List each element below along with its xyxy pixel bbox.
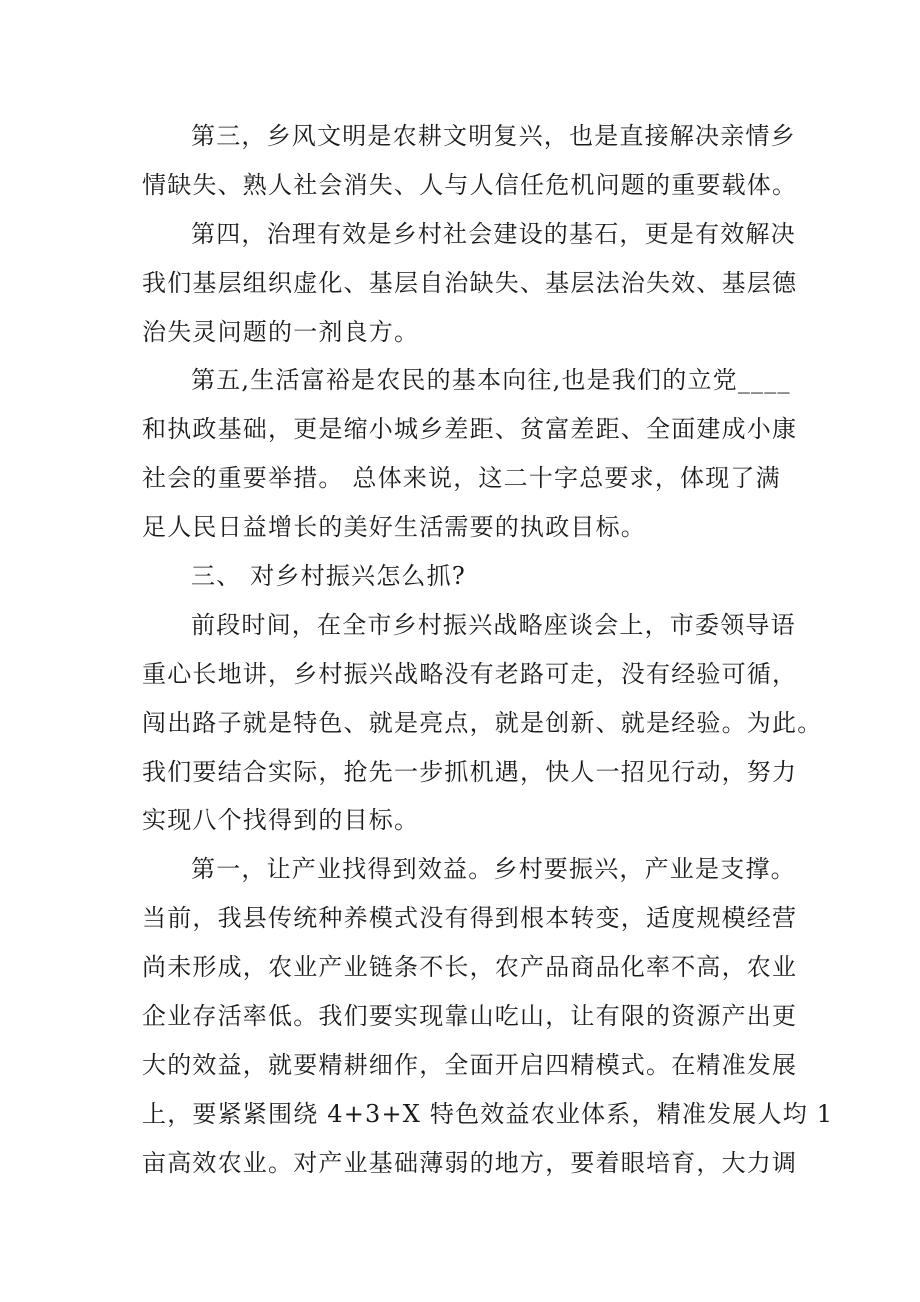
text-line: 闯出路子就是特色、就是亮点，就是创新、就是经验。为此。	[142, 708, 823, 737]
text-line: 当前，我县传统种养模式没有得到根本转变，适度规模经营	[142, 904, 798, 933]
section-heading: 三、 对乡村振兴怎么抓?	[191, 562, 466, 591]
text-line: 足人民日益增长的美好生活需要的执政目标。	[142, 513, 646, 542]
text-line: 前段时间，在全市乡村振兴战略座谈会上，市委领导语	[191, 610, 796, 639]
text-line: 和执政基础，更是缩小城乡差距、贫富差距、全面建成小康	[142, 415, 798, 444]
text-line: 第五,生活富裕是农民的基本向往,也是我们的立党____	[191, 366, 791, 395]
text-line: 第一，让产业找得到效益。乡村要振兴，产业是支撑。	[191, 855, 796, 884]
text-line: 我们要结合实际，抢先一步抓机遇，快人一招见行动，努力	[142, 757, 798, 786]
text-line: 治失灵问题的一剂良方。	[142, 317, 420, 346]
document-body	[142, 112, 834, 1188]
text-line: 上，要紧紧围绕 4+3+X 特色效益农业体系，精准发展人均 1	[142, 1099, 834, 1128]
text-line: 情缺失、熟人社会消失、人与人信任危机问题的重要载体。	[142, 170, 798, 199]
text-line: 第四，治理有效是乡村社会建设的基石，更是有效解决	[191, 219, 796, 248]
text-line: 实现八个找得到的目标。	[142, 806, 420, 835]
text-line: 我们基层组织虚化、基层自治缺失、基层法治失效、基层德	[142, 268, 798, 297]
text-line: 社会的重要举措。 总体来说，这二十字总要求，体现了满	[142, 464, 781, 493]
text-line: 企业存活率低。我们要实现靠山吃山，让有限的资源产出更	[142, 1002, 798, 1031]
text-line: 尚未形成，农业产业链条不长，农产品商品化率不高，农业	[142, 953, 798, 982]
text-line: 第三，乡风文明是农耕文明复兴，也是直接解决亲情乡	[191, 122, 796, 150]
text-line: 大的效益，就要精耕细作，全面开启四精模式。在精准发展	[142, 1050, 798, 1079]
text-line: 亩高效农业。对产业基础薄弱的地方，要着眼培育，大力调	[142, 1148, 798, 1177]
text-line: 重心长地讲，乡村振兴战略没有老路可走，没有经验可循，	[142, 659, 798, 688]
